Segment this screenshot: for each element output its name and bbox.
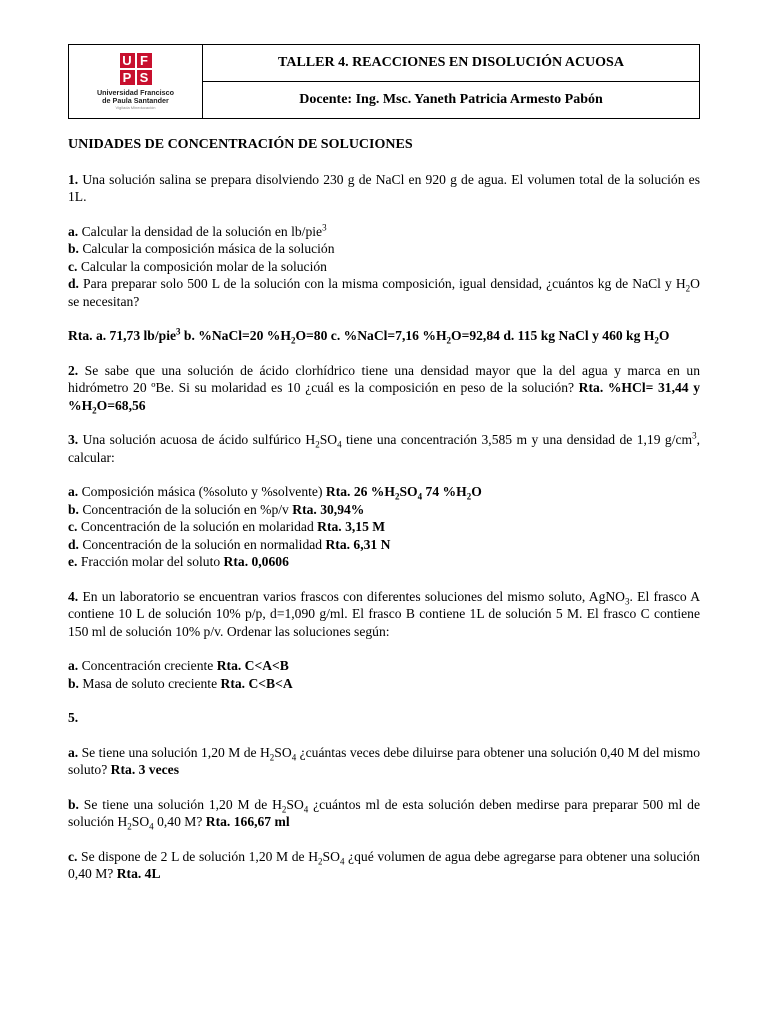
- question-5a: a. Se tiene una solución 1,20 M de $H_2SO_4$ ¿cuántas veces debe diluirse para obtener una solución 0,40 M del mismo soluto? Rta. 3 veces: [68, 744, 700, 777]
- logo-name: Universidad Francisco de Paula Santander: [96, 88, 175, 105]
- header-table: [68, 44, 700, 119]
- question-4: 4. En un laboratorio se encuentran varios frascos con diferentes soluciones del mismo soluto, AgNO$_3$. El frasco A contiene 10 L de solución 10% p/p, d=1,090 g/ml. El frasco B contiene 1L de solución 5 M. El frasco C contiene 150 ml de solución 10% p/v. Ordenar las soluciones según:: [68, 588, 701, 639]
- section-title: UNIDADES DE CONCENTRACIÓN DE SOLUCIONES: [68, 137, 413, 152]
- question-4a: a. Concentración creciente Rta. C<A<B: [68, 658, 289, 673]
- question-1c: c. Calcular la composición molar de la solución: [68, 258, 327, 274]
- question-1a: a. Calcular la densidad de la solución en lb/pie$^3$: [68, 221, 327, 239]
- logo-letter: S: [137, 70, 152, 85]
- question-3e: e. Fracción molar del soluto Rta. 0,0606: [68, 554, 289, 569]
- question-3b: b. Concentración de la solución en %p/v Rta. 30,94%: [68, 501, 365, 517]
- question-5b: b. Se tiene una solución 1,20 M de $H_2SO_4$ ¿cuántos ml de esta solución deben medirse para preparar 500 ml de solución $H_2SO_4$ 0,40 M? Rta. 166,67 ml: [68, 796, 700, 832]
- question-3d: d. Concentración de la solución en normalidad Rta. 6,31 N: [68, 536, 391, 552]
- teacher-name: Docente: Ing. Msc. Yaneth Patricia Armesto Pabón: [299, 92, 603, 108]
- question-4b: b. Masa de soluto creciente Rta. C<B<A: [68, 675, 293, 691]
- question-1b: b. Calcular la composición másica de la solución: [68, 241, 335, 256]
- question-3a: a. Composición másica (%soluto y %solvente) Rta. 26 $\%H_2SO_4$ 74 $\%H_2O$: [68, 484, 482, 502]
- logo-letter: F: [137, 53, 152, 68]
- question-1: 1. Una solución salina se prepara disolviendo 230 g de NaCl en 920 g de agua. El volumen total de la solución es 1L.: [68, 171, 700, 204]
- answer-1: Rta. a. 71,73 lb/pie$^3$ b. %NaCl=20 $\%H_2O=80$ c. %NaCl=7,16 $\%H_2O=92,84$ d. 115 kg NaCl y 460 kg $H_2O$: [68, 326, 670, 346]
- question-2: 2. Se sabe que una solución de ácido clorhídrico tiene una densidad mayor que la del agua y marca en un hidrómetro 20 ºBe. Si su molaridad es 10 ¿cuál es la composición en peso de la solución? Rta. %HCl= 31,44 y $\%H_2O=68,56$: [68, 362, 700, 416]
- question-5c: c. Se dispone de 2 L de solución 1,20 M de $H_2SO_4$ ¿qué volumen de agua debe agregarse para obtener una solución 0,40 M? Rta. 4L: [68, 848, 700, 881]
- logo-mark: [120, 53, 152, 85]
- question-1d: d. Para preparar solo 500 L de la solución con la misma composición, igual densidad, ¿cuántos kg de NaCl y $H_2O$ se necesitan?: [68, 276, 700, 309]
- university-logo: [69, 45, 203, 118]
- question-3c: c. Concentración de la solución en molaridad Rta. 3,15 M: [68, 519, 386, 534]
- document-page: [68, 44, 700, 883]
- logo-tagline: Vigilada Mineducación: [115, 105, 156, 110]
- logo-letter: P: [120, 70, 135, 85]
- logo-letter: U: [120, 53, 135, 68]
- question-5: 5.: [68, 710, 79, 725]
- question-3: 3. Una solución acuosa de ácido sulfúrico $H_2SO_4$ tiene una concentración 3,585 m y una densidad de 1,19 $g/cm^3$, calcular:: [68, 430, 700, 465]
- workshop-title: TALLER 4. REACCIONES EN DISOLUCIÓN ACUOSA: [203, 45, 699, 82]
